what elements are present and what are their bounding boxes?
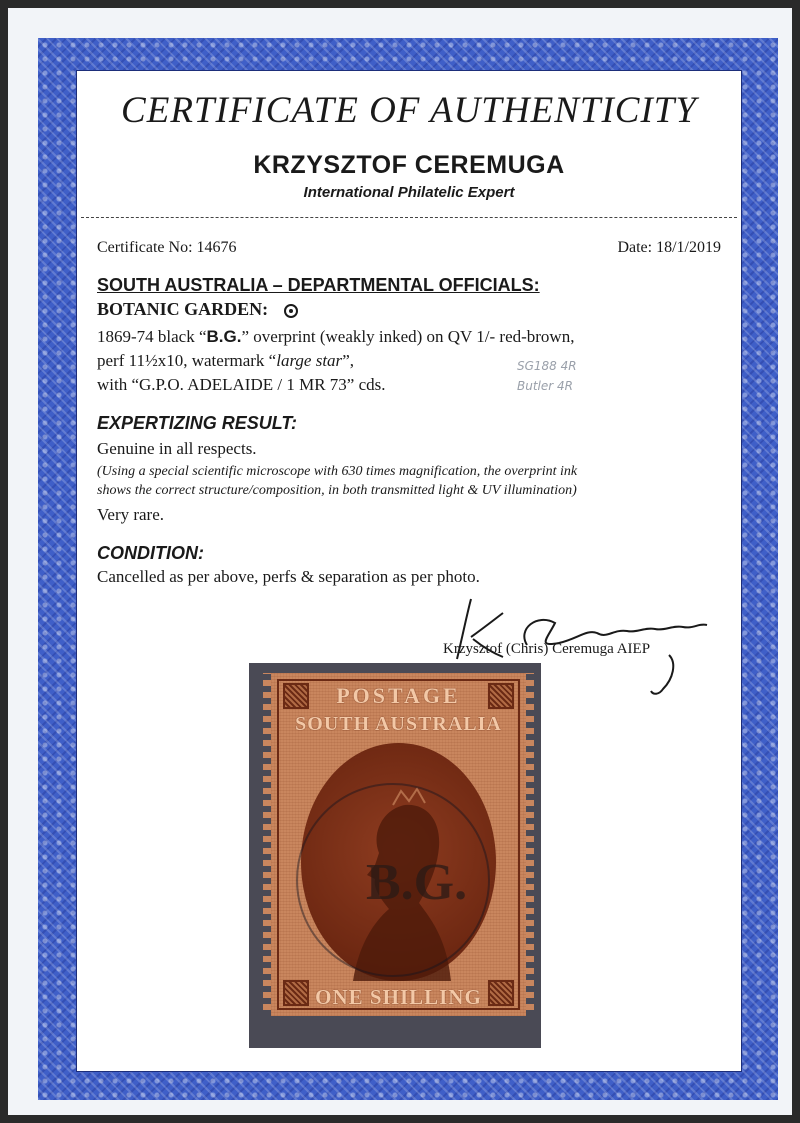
item-line-2-b: ”, — [342, 351, 354, 370]
item-line-1 — [97, 327, 574, 347]
stamp — [271, 673, 526, 1016]
stamp-photo — [249, 663, 541, 1048]
item-subheading-row — [97, 299, 298, 320]
item-line-2 — [97, 351, 354, 371]
stamp-perforation-left — [263, 673, 271, 1016]
item-line-2-a: perf 11½x10, watermark “ — [97, 351, 277, 370]
item-overprint-code: B.G. — [206, 327, 242, 346]
expert-subtitle: International Philatelic Expert — [303, 184, 515, 201]
certificate-sheet — [8, 8, 792, 1115]
item-watermark: large star — [276, 351, 343, 370]
stamp-value-text: ONE SHILLING — [315, 985, 482, 1009]
condition-text: Cancelled as per above, perfs & separation as per photo. — [97, 567, 480, 586]
certificate-number: Certificate No: 14676 — [97, 239, 237, 256]
result-note-line-2: shows the correct structure/composition, in both transmitted light & UV illumination) — [97, 483, 577, 498]
item-line-1-a: 1869-74 black “ — [97, 327, 207, 346]
pencil-note-butler: Butler 4R — [517, 379, 573, 393]
result-verdict: Genuine in all respects. — [97, 439, 257, 458]
result-rarity: Very rare. — [97, 505, 165, 524]
circle-dot-icon — [284, 304, 298, 318]
item-line-1-b: ” overprint (weakly inked) on QV 1/- red-brown, — [241, 327, 575, 346]
signature-name: Krzysztof (Chris) Ceremuga AIEP — [443, 641, 651, 657]
item-heading: SOUTH AUSTRALIA – DEPARTMENTAL OFFICIALS: — [97, 275, 540, 295]
certificate-date: Date: 18/1/2019 — [617, 239, 721, 256]
stamp-perforation-right — [526, 673, 534, 1016]
pencil-note-sg: SG188 4R — [517, 359, 577, 373]
result-note-line-1: (Using a special scientific microscope with 630 times magnification, the overprint ink — [97, 464, 578, 479]
item-line-3: with “G.P.O. ADELAIDE / 1 MR 73” cds. — [97, 375, 386, 394]
result-heading: EXPERTIZING RESULT: — [97, 413, 298, 433]
certificate-body — [76, 70, 742, 1072]
stamp-country-text: SOUTH AUSTRALIA — [295, 713, 502, 735]
header-divider — [81, 217, 737, 218]
certificate-title: CERTIFICATE OF AUTHENTICITY — [121, 90, 697, 131]
condition-heading: CONDITION: — [97, 543, 204, 563]
expert-name: KRZYSZTOF CEREMUGA — [253, 151, 565, 179]
item-subheading: BOTANIC GARDEN: — [97, 299, 269, 319]
stamp-overprint: B.G. — [366, 854, 468, 911]
stamp-top-text: POSTAGE — [336, 683, 461, 708]
